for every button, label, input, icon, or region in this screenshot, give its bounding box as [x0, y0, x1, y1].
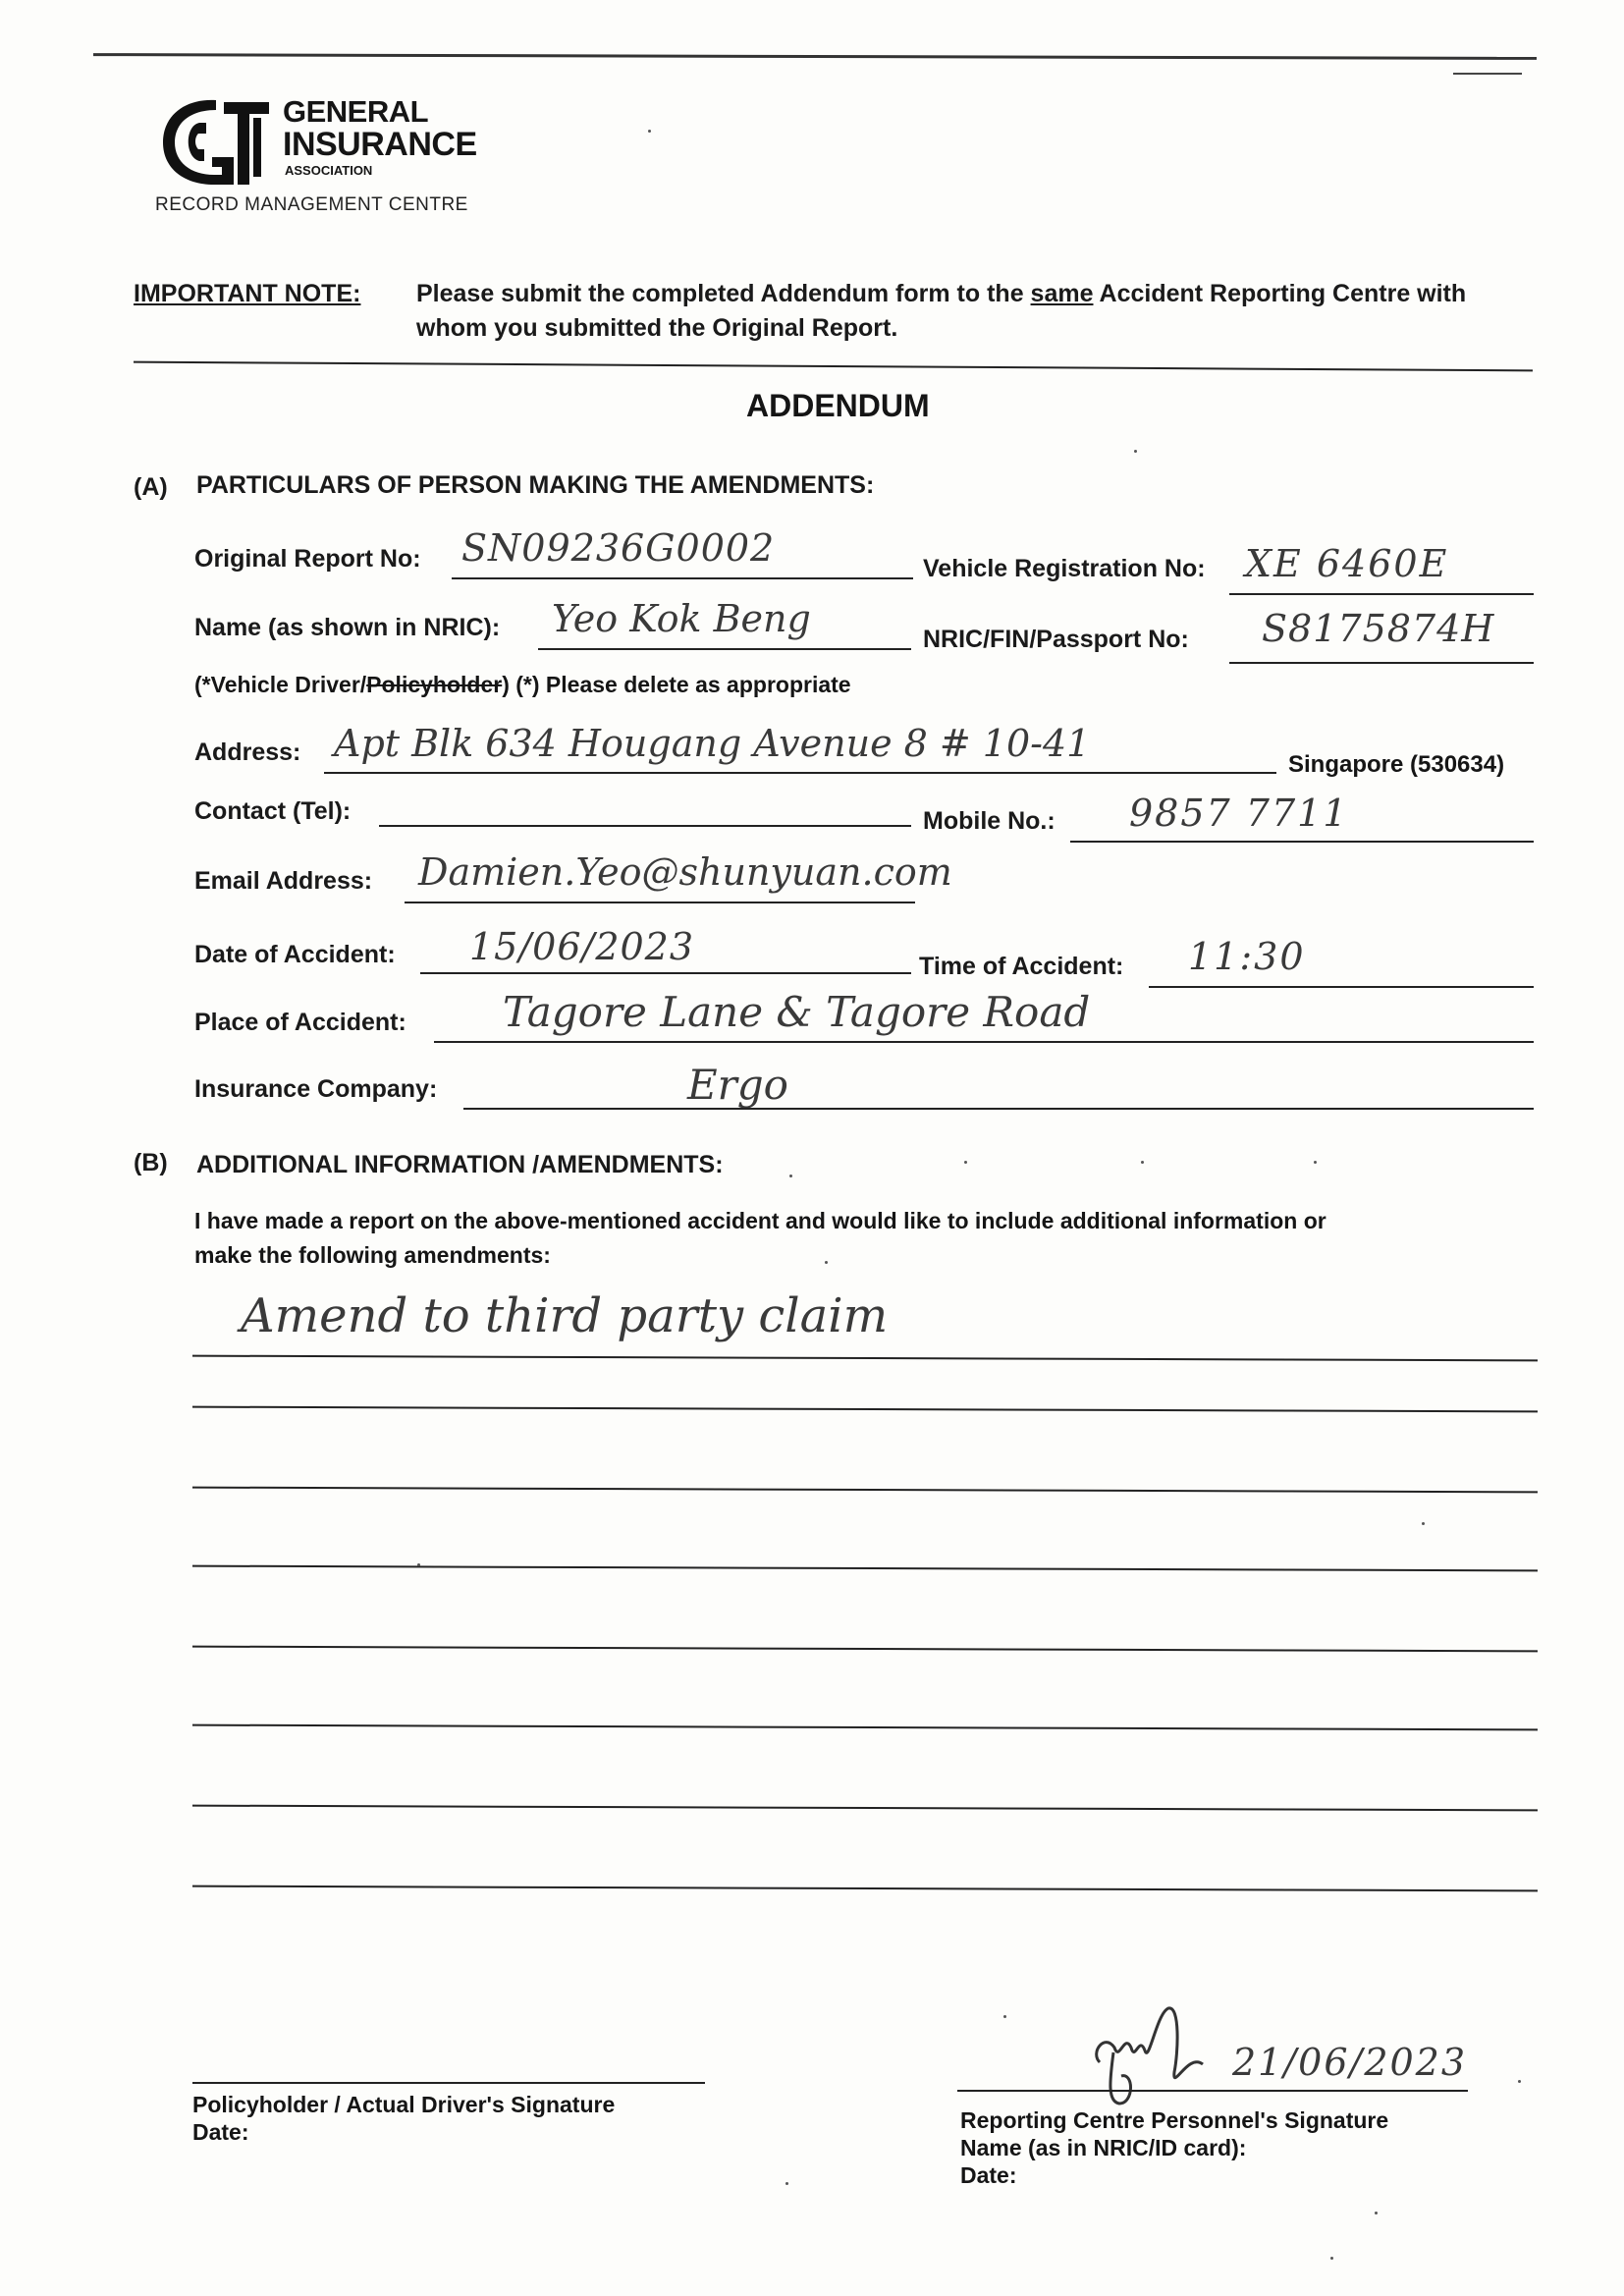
right-signature-label: Reporting Centre Personnel's Signature	[960, 2107, 1389, 2133]
vehicle-reg-line	[1229, 593, 1534, 595]
scan-speck	[1141, 1161, 1144, 1164]
original-report-value: SN09236G0002	[461, 526, 776, 570]
amendment-line-6	[192, 1724, 1538, 1731]
logo-line-association: ASSOCIATION	[285, 163, 373, 178]
left-signature-line	[192, 2082, 705, 2084]
scan-speck	[1134, 450, 1137, 453]
email-label: Email Address:	[194, 867, 373, 895]
insurance-company-label: Insurance Company:	[194, 1075, 438, 1103]
right-signature-line	[957, 2090, 1468, 2092]
insurance-company-line	[463, 1108, 1534, 1110]
gia-emblem-icon	[155, 88, 283, 196]
address-line	[324, 772, 1276, 774]
personnel-signature-scribble	[1080, 1994, 1227, 2111]
personnel-handwritten-date: 21/06/2023	[1232, 2041, 1468, 2084]
amendment-line-7	[192, 1805, 1538, 1812]
time-of-accident-value: 11:30	[1188, 935, 1306, 978]
amendment-line-3	[192, 1487, 1538, 1494]
right-date-label: Date:	[960, 2162, 1017, 2188]
amendment-line-2	[192, 1406, 1538, 1413]
mobile-label: Mobile No.:	[923, 807, 1056, 835]
scan-speck	[789, 1175, 792, 1177]
scan-speck	[1422, 1522, 1425, 1525]
logo-line-general: GENERAL	[283, 94, 429, 129]
scan-speck	[1314, 1161, 1317, 1164]
insurance-company-value: Ergo	[687, 1061, 788, 1109]
section-b-heading: ADDITIONAL INFORMATION /AMENDMENTS:	[196, 1151, 724, 1178]
original-report-label: Original Report No:	[194, 545, 421, 573]
scan-speck	[785, 2182, 788, 2185]
place-of-accident-line	[434, 1041, 1534, 1043]
date-of-accident-value: 15/06/2023	[469, 925, 695, 968]
place-of-accident-label: Place of Accident:	[194, 1009, 406, 1036]
place-of-accident-value: Tagore Lane & Tagore Road	[503, 988, 1091, 1036]
scan-speck	[648, 130, 651, 133]
important-note-text-line2: whom you submitted the Original Report.	[416, 314, 898, 342]
time-of-accident-line	[1149, 986, 1534, 988]
nric-line	[1229, 662, 1534, 664]
logo-subtitle: RECORD MANAGEMENT CENTRE	[155, 194, 468, 215]
right-name-label: Name (as in NRIC/ID card):	[960, 2135, 1247, 2160]
left-date-label: Date:	[192, 2119, 249, 2145]
name-line	[538, 648, 911, 650]
vehicle-reg-value: XE 6460E	[1245, 542, 1449, 585]
scan-speck	[417, 1563, 420, 1566]
scan-speck	[1330, 2257, 1333, 2260]
amendment-line-8	[192, 1886, 1538, 1892]
amendment-line-1	[192, 1355, 1538, 1362]
top-scan-edge	[93, 53, 1537, 60]
amendment-line-4	[192, 1565, 1538, 1572]
email-line	[405, 902, 915, 903]
scan-speck	[825, 1261, 828, 1264]
scan-speck	[1518, 2080, 1521, 2083]
time-of-accident-label: Time of Accident:	[919, 953, 1124, 980]
amendment-line-5	[192, 1646, 1538, 1653]
original-report-line	[452, 577, 913, 579]
form-title: ADDENDUM	[746, 388, 930, 423]
date-of-accident-line	[420, 972, 911, 974]
contact-tel-label: Contact (Tel):	[194, 797, 352, 825]
name-value: Yeo Kok Beng	[552, 597, 811, 640]
name-label: Name (as shown in NRIC):	[194, 614, 501, 641]
section-b-marker: (B)	[134, 1149, 168, 1176]
important-note-text: Please submit the completed Addendum form to the same Accident Reporting Centre with	[416, 280, 1467, 307]
scan-speck	[1375, 2212, 1378, 2214]
nric-label: NRIC/FIN/Passport No:	[923, 626, 1189, 653]
scan-speck	[1003, 2015, 1006, 2018]
vehicle-reg-label: Vehicle Registration No:	[923, 555, 1206, 582]
contact-tel-line	[379, 825, 911, 827]
section-a-heading: PARTICULARS OF PERSON MAKING THE AMENDMENTS:	[196, 471, 875, 499]
scan-speck	[964, 1161, 967, 1164]
address-value: Apt Blk 634 Hougang Avenue 8 # 10-41	[334, 722, 1091, 765]
date-of-accident-label: Date of Accident:	[194, 941, 396, 968]
mobile-line	[1070, 841, 1534, 843]
top-scan-edge-right	[1453, 73, 1522, 75]
important-note-label: IMPORTANT NOTE:	[134, 280, 361, 307]
address-label: Address:	[194, 738, 301, 766]
email-value: Damien.Yeo@shunyuan.com	[418, 850, 952, 894]
mobile-value: 9857 7711	[1129, 792, 1349, 835]
section-a-marker: (A)	[134, 473, 168, 501]
amendment-text: Amend to third party claim	[241, 1288, 889, 1343]
role-delete-note: (*Vehicle Driver/Policyholder) (*) Please delete as appropriate	[194, 672, 851, 697]
nric-value: S8175874H	[1262, 607, 1495, 650]
singapore-postcode: Singapore (530634)	[1288, 751, 1505, 778]
left-signature-label: Policyholder / Actual Driver's Signature	[192, 2092, 616, 2117]
logo-line-insurance: INSURANCE	[283, 126, 477, 163]
section-b-intro-line1: I have made a report on the above-mentioned accident and would like to include additional information or	[194, 1208, 1326, 1233]
note-divider	[134, 361, 1533, 372]
section-b-intro-line2: make the following amendments:	[194, 1242, 551, 1268]
